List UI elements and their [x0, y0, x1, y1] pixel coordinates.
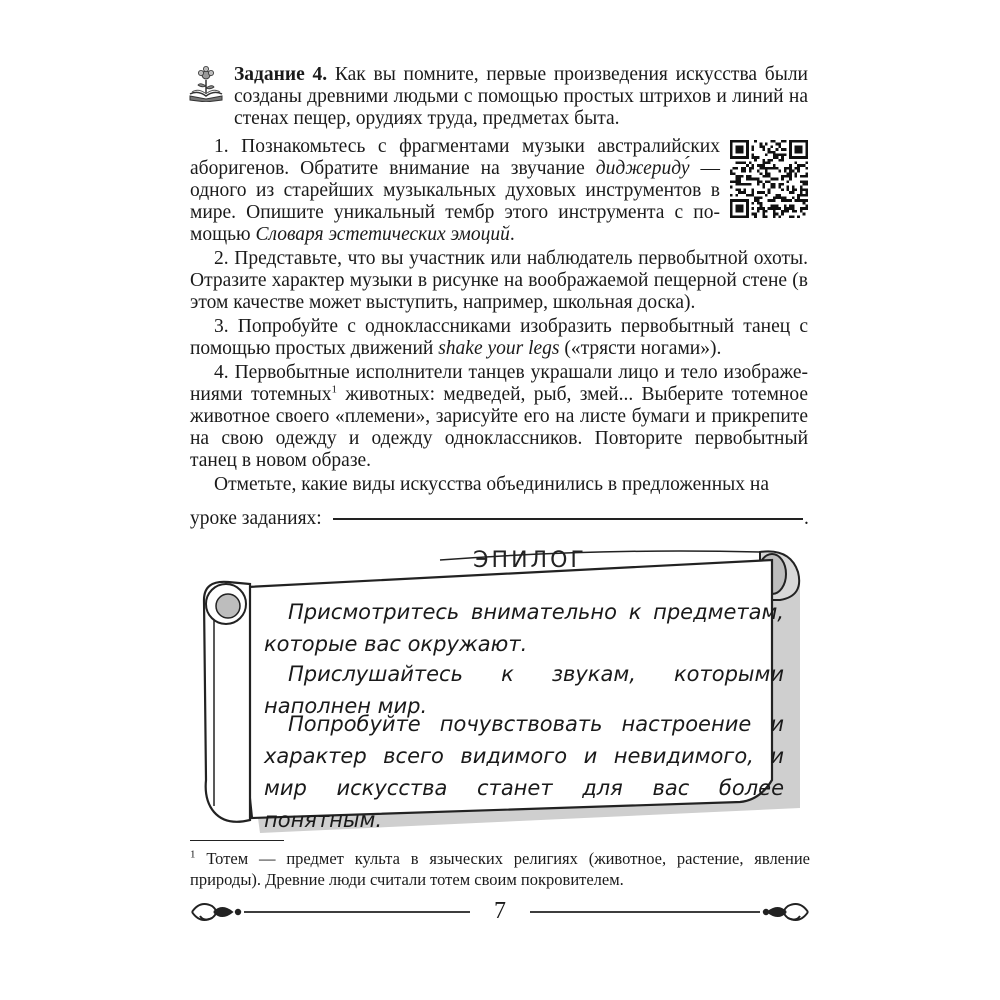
item4-text-b: животных: медведей, рыб, змей... Выберите тотемное животное своего «племени», зарисуйте его на листе бумаги и прикрепите на свою одежду и одежду одноклассников. Повторите первобытный танец в новом образе. — [190, 384, 808, 471]
flourish-ornament-icon — [192, 904, 240, 920]
question-line-1: Отметьте, какие виды искусства объединились в предложенных на — [214, 474, 769, 495]
epilog-paragraph-1: Присмотритесь внимательно к предметам, которые вас окружают. — [264, 600, 784, 656]
english-phrase: shake your legs — [438, 338, 560, 359]
item3-text-b: («трясти ногами»). — [564, 338, 722, 359]
footnote: $^1$ Тотем — предмет культа в языческих религиях (животное, растение, явление природы). Древние люди считали тотем своим покровителем. — [190, 848, 810, 889]
page-number: 7 — [494, 898, 506, 924]
dictionary-name: Словаря эстетических эмоций — [255, 224, 510, 245]
question-line-2: уроке заданиях: — [190, 508, 322, 529]
flourish-ornament-icon — [764, 904, 808, 920]
item1-text-b: — одного из старейших музыкальных духовых инструментов в мире. Опишите уникальный тембр этого инструмента с помощью — [190, 158, 721, 245]
task-item-1: 1. Познакомьтесь с фрагментами музыки австралийских аборигенов. Обратите внимание на звучание диджериду́ — одного из старейших музыкальных духовых инструментов в мире. Опишите уникальный тембр этого инструмента с помощью Словаря эстетических эмоций. — [190, 136, 721, 245]
task-intro-text: Как вы помните, первые произведения искусства были созданы древними людьми с помощью простых штрихов и линий на стенах пещер, орудиях труда, предметах быта. — [234, 64, 808, 129]
epilog-paragraph-2: Прислушайтесь к звукам, которыми наполнен мир. — [264, 662, 784, 718]
question-end: . — [804, 508, 809, 529]
item4-text-a: 4. Первобытные исполнители танцев украшали лицо и тело изображениями тотемных — [190, 362, 808, 405]
item1-text-a: 1. Познакомьтесь с фрагментами музыки австралийских аборигенов. Обратите внимание на звучание — [190, 136, 720, 179]
item3-text-a: 3. Попробуйте с одноклассниками изобразить первобытный танец с помощью простых движений — [190, 316, 808, 359]
footnote-text: Тотем — предмет культа в языческих религиях (животное, растение, явление природы). Древние люди считали тотем своим покровителем. — [190, 849, 810, 889]
epilog-title: ЭПИЛОГ — [473, 548, 587, 573]
instrument-name: диджериду́ — [595, 158, 690, 179]
epilog-paragraph-3: Попробуйте почувствовать настроение и характер всего видимого и невидимого, и мир искусства станет для вас более понятным. — [264, 712, 784, 832]
footnote-mark: 1 — [331, 383, 338, 396]
item2-text: 2. Представьте, что вы участник или наблюдатель первобытной охоты. Отразите характер музыки в рисунке на воображаемой пещерной стене (в этом качестве может выступить, например, школьная доска). — [190, 248, 808, 313]
task-heading: Задание 4. — [234, 64, 328, 85]
